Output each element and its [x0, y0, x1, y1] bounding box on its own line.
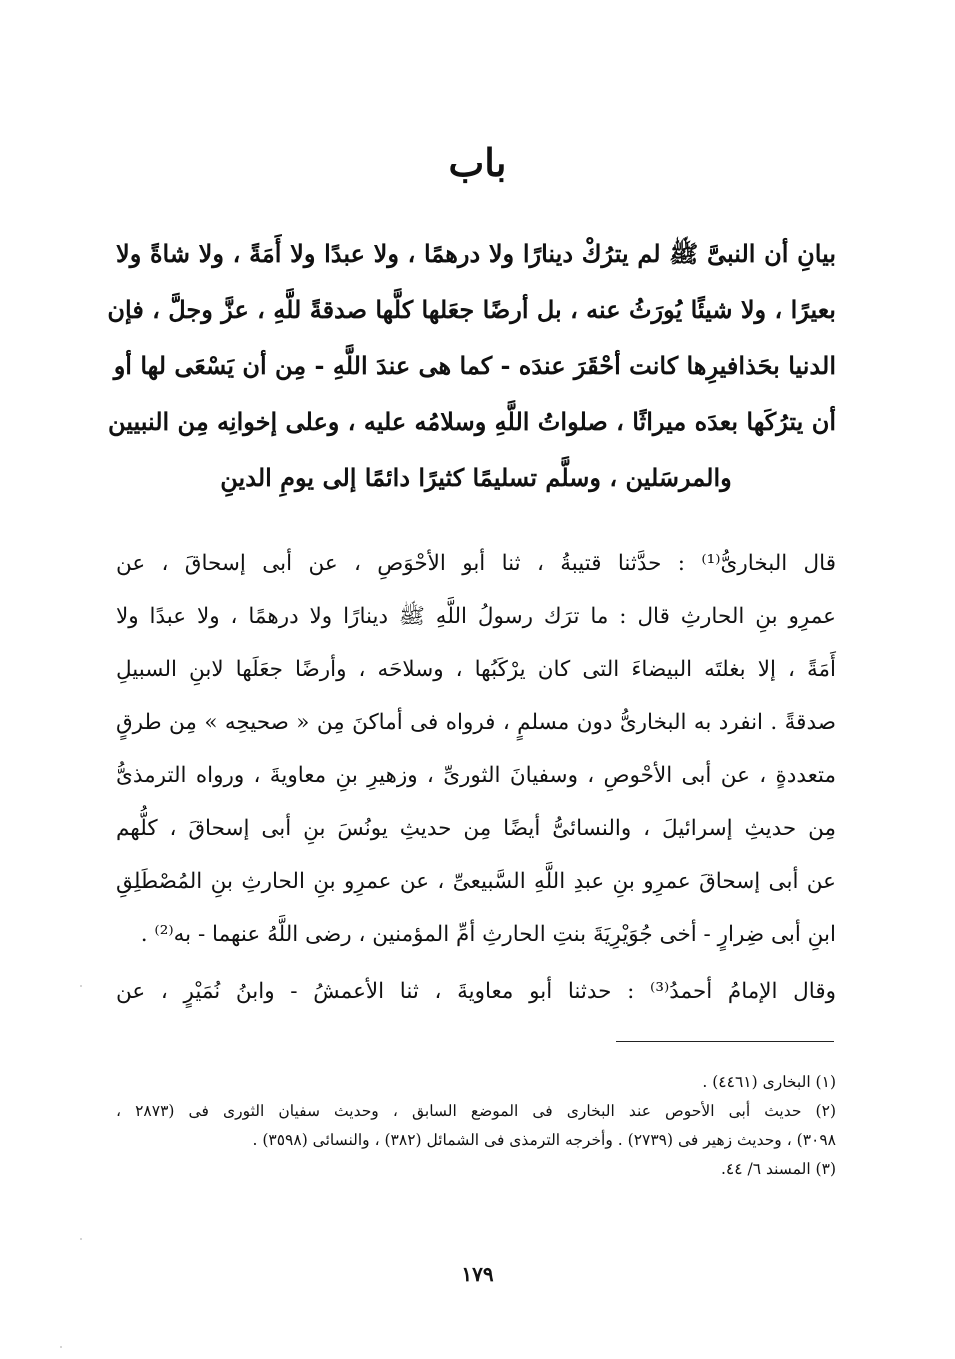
body-line: وقال الإمامُ أحمدُ⁽³⁾ : حدثنا أبو معاويةَ ، ثنا الأعمشُ - وابنُ نُمَيْرٍ ، عن — [116, 979, 837, 1004]
scan-speck — [80, 1238, 82, 1240]
footnote-line: ٣٠٩٨) ، وحديث زهير فى (٢٧٣٩) . وأخرجه الترمذى فى الشمائل (٣٨٢) ، والنسائى (٣٥٩٨) . — [252, 1131, 836, 1149]
body-line: ابنِ أبى ضِرارٍ - أخى جُوَيْرِيَةَ بنتِ الحارثِ أمِّ المؤمنين ، رضى اللَّهُ عنهما - به⁽²⁾ . — [140, 922, 836, 947]
page-number: ١٧٩ — [461, 1262, 494, 1286]
heading-line: بعيرًا ، ولا شيئًا يُورَثُ عنه ، بل أرضًا جعَلها كلَّها صدقةً للَّهِ ، عزَّ وجلَّ ، فإن — [107, 295, 836, 324]
heading-line: بيانِ أن النبىَّ ﷺ لم يترُكْ دينارًا ولا درهمًا ، ولا عبدًا ولا أَمَةً ، ولا شاةً ولا — [116, 239, 837, 268]
body-line: عمرِو بنِ الحارثِ قال : ما ترَك رسولُ اللَّهِ ﷺ دينارًا ولا درهمًا ، ولا عبدًا ولا — [116, 604, 836, 629]
footnote-line: (٢) حديث أبى الأحوص عند البخارى فى الموضع السابق ، وحديث سفيان الثورى فى (٢٨٧٣ ، — [116, 1102, 836, 1120]
body-line: متعددةٍ ، عن أبى الأحْوصِ ، وسفيانَ الثورىِّ ، وزهيرِ بنِ معاويةَ ، ورواه الترمذىُّ — [116, 763, 836, 788]
heading-line: الدنيا بحَذافيرِها كانت أحْقَرَ عندَه - كما هى عندَ اللَّهِ - مِن أن يَسْعَى لها أو — [113, 351, 836, 380]
footnote-line: (٣) المسند ٦/ ٤٤. — [720, 1160, 836, 1178]
chapter-title: باب — [448, 140, 507, 185]
footnote-separator — [616, 1041, 834, 1042]
scan-speck — [80, 985, 82, 987]
footnote-line: (١) البخارى (٤٤٦١) . — [702, 1073, 836, 1091]
chapter-heading — [107, 226, 837, 506]
scan-speck — [60, 1346, 62, 1348]
body-line: عن أبى إسحاقَ عمرِو بنِ عبدِ اللَّهِ السَّبيعىِّ ، عن عمرِو بنِ الحارثِ بنِ المُصْطَلِقِ — [116, 869, 836, 894]
body-line: قال البخارىُّ⁽¹⁾ : حدَّثنا قتيبةُ ، ثنا أبو الأحْوَصِ ، عن أبى إسحاقَ ، عن — [116, 551, 836, 576]
body-line: صدقةً . انفرد به البخارىُّ دون مسلمٍ ، فرواه فى أماكنَ مِن « صحيحِه » مِن طرقٍ — [116, 710, 836, 735]
heading-line: أن يترُكَها بعدَه ميراثًا ، صلواتُ اللَّهِ وسلامُه عليه ، وعلى إخوانِه مِن النبيين — [107, 407, 836, 436]
body-line: أَمَةً ، إلا بغلتَه البيضاءَ التى كان يرْكَبُها ، وسلاحَه ، وأرضًا جعَلَها لابنِ السبيلِ — [116, 657, 836, 682]
body-text — [116, 537, 836, 1018]
heading-line: والمرسَلين ، وسلَّم تسليمًا كثيرًا دائمًا إلى يومِ الدينِ — [220, 463, 732, 492]
body-line: مِن حديثِ إسرائيلَ ، والنسائىُّ أيضًا مِن حديثِ يونُسَ بنِ أبى إسحاقَ ، كلُّهم — [116, 816, 836, 841]
footnotes — [116, 1068, 836, 1184]
